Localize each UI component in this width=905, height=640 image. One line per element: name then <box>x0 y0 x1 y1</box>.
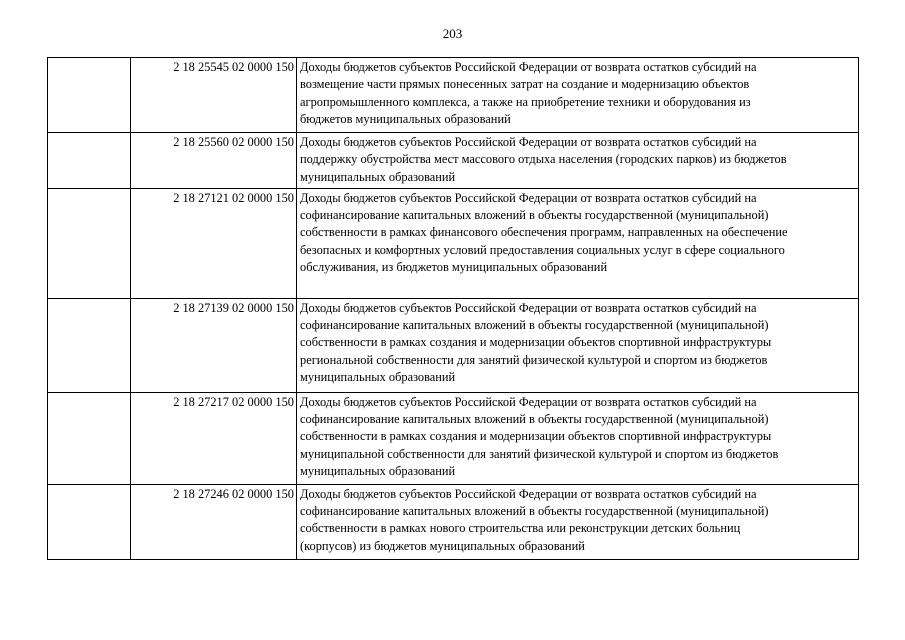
table-row <box>48 484 859 559</box>
empty-cell <box>48 188 131 298</box>
description-line: бюджетов муниципальных образований <box>300 111 511 126</box>
table-row <box>48 133 859 189</box>
description-line: Доходы бюджетов субъектов Российской Федерации от возврата остатков субсидий на <box>300 394 757 409</box>
empty-cell <box>48 484 131 559</box>
revenue-description-cell <box>297 392 859 484</box>
table-row <box>48 392 859 484</box>
description-line: собственности в рамках создания и модернизации объектов спортивной инфраструктуры <box>300 335 772 350</box>
description-line: Доходы бюджетов субъектов Российской Федерации от возврата остатков субсидий на <box>300 60 757 74</box>
description-line: возмещение части прямых понесенных затрат на создание и модернизацию объектов <box>300 77 750 92</box>
table-body <box>48 58 859 560</box>
description-line: Доходы бюджетов субъектов Российской Федерации от возврата остатков субсидий на <box>300 486 757 501</box>
empty-cell <box>48 298 131 392</box>
description-line: муниципальной собственности для занятий физической культурой и спортом из бюджетов <box>300 446 779 461</box>
revenue-description-cell <box>297 58 859 133</box>
description-line: Доходы бюджетов субъектов Российской Федерации от возврата остатков субсидий на <box>300 190 757 205</box>
revenue-code-cell: 2 18 25560 02 0000 150 <box>131 133 297 189</box>
description-line: поддержку обустройства мест массового отдыха населения (городских парков) из бюджетов <box>300 152 787 167</box>
revenue-codes-table <box>47 57 859 560</box>
revenue-description-cell <box>297 484 859 559</box>
description-line: собственности в рамках создания и модернизации объектов спортивной инфраструктуры <box>300 429 772 444</box>
page-number: 203 <box>442 26 463 41</box>
revenue-code-cell: 2 18 27217 02 0000 150 <box>131 392 297 484</box>
description-line: муниципальных образований <box>300 370 456 385</box>
description-line: муниципальных образований <box>300 464 456 479</box>
description-line: собственности в рамках финансового обеспечения программ, направленных на обеспечение <box>300 225 788 240</box>
revenue-code-cell: 2 18 25545 02 0000 150 <box>131 58 297 133</box>
description-line: собственности в рамках нового строительства или реконструкции детских больниц <box>300 521 741 536</box>
table-row <box>48 298 859 392</box>
table-row <box>48 58 859 133</box>
description-line: безопасных и комфортных условий предоставления социальных услуг в сфере социального <box>300 242 785 257</box>
description-line: Доходы бюджетов субъектов Российской Федерации от возврата остатков субсидий на <box>300 135 757 149</box>
revenue-code-cell: 2 18 27139 02 0000 150 <box>131 298 297 392</box>
description-line: софинансирование капитальных вложений в объекты государственной (муниципальной) <box>300 504 769 519</box>
revenue-code-cell: 2 18 27121 02 0000 150 <box>131 188 297 298</box>
description-line: обслуживания, из бюджетов муниципальных образований <box>300 260 608 275</box>
description-line: Доходы бюджетов субъектов Российской Федерации от возврата остатков субсидий на <box>300 300 757 315</box>
revenue-description-cell <box>297 298 859 392</box>
description-line: (корпусов) из бюджетов муниципальных образований <box>300 538 585 553</box>
description-line: софинансирование капитальных вложений в объекты государственной (муниципальной) <box>300 208 769 223</box>
table-row <box>48 188 859 298</box>
revenue-description-cell <box>297 188 859 298</box>
description-line: софинансирование капитальных вложений в объекты государственной (муниципальной) <box>300 318 769 333</box>
description-line: софинансирование капитальных вложений в объекты государственной (муниципальной) <box>300 412 769 427</box>
description-line: агропромышленного комплекса, а также на приобретение техники и оборудования из <box>300 94 751 109</box>
empty-cell <box>48 58 131 133</box>
revenue-code-cell: 2 18 27246 02 0000 150 <box>131 484 297 559</box>
revenue-description-cell <box>297 133 859 189</box>
empty-cell <box>48 133 131 189</box>
description-line: муниципальных образований <box>300 169 456 184</box>
empty-cell <box>48 392 131 484</box>
description-line: региональной собственности для занятий физической культурой и спортом из бюджетов <box>300 352 768 367</box>
